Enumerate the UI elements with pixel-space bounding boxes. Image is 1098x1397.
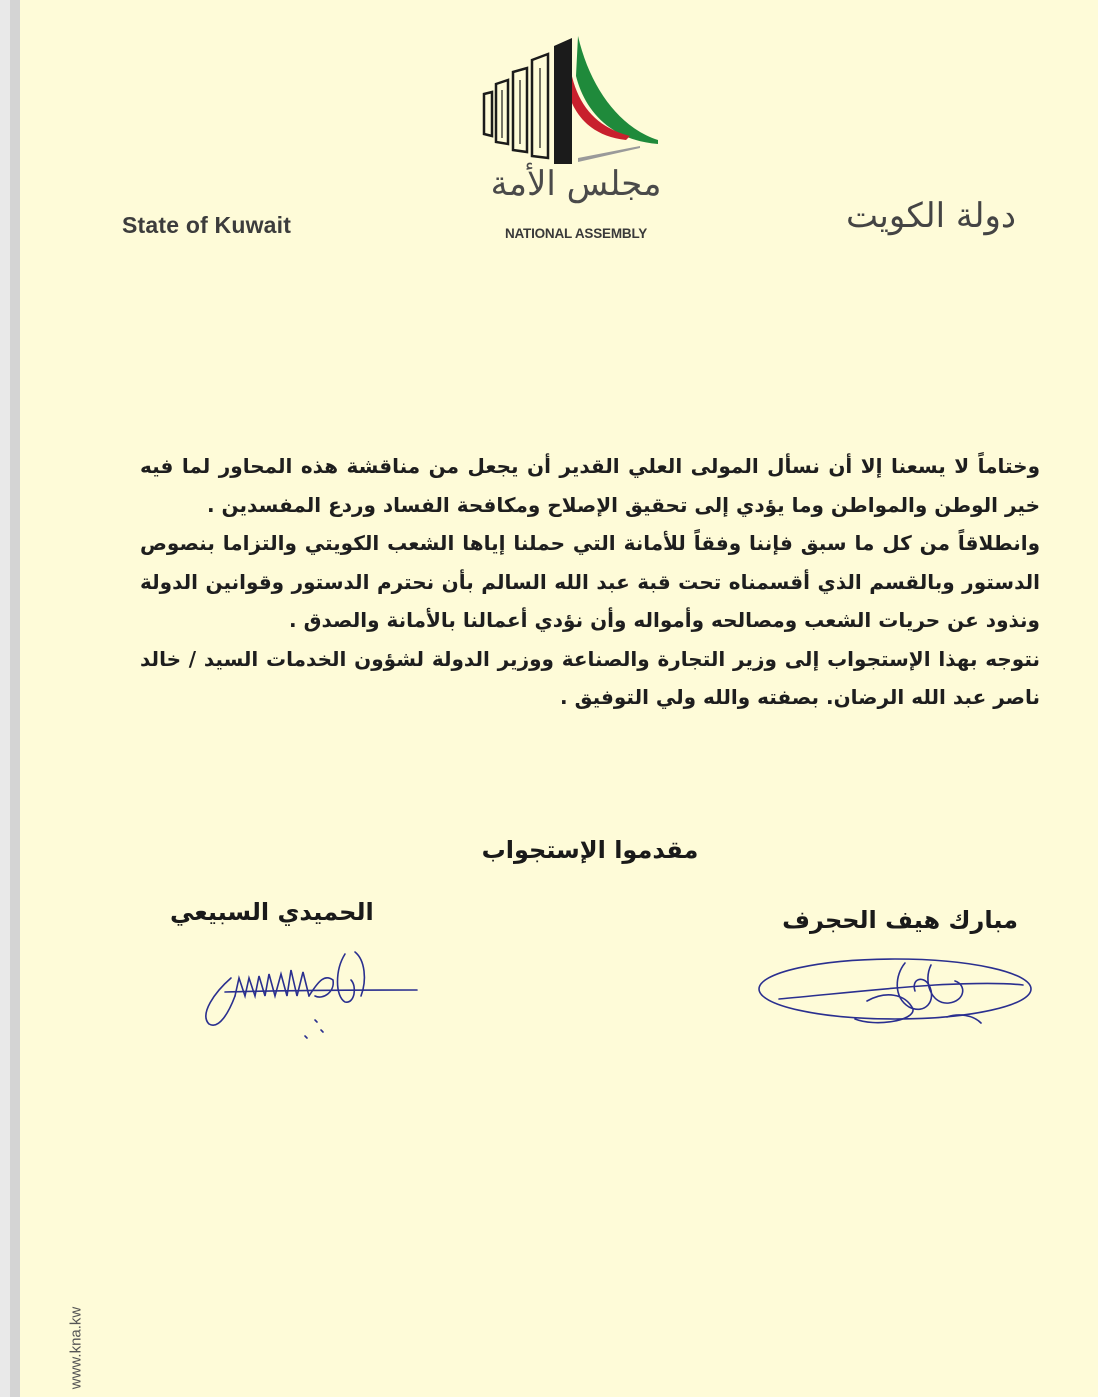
page-edge <box>10 0 20 1397</box>
presenters-title: مقدموا الإستجواب <box>481 836 699 864</box>
signature-right-icon <box>755 945 1050 1040</box>
document-page <box>10 0 1098 1397</box>
assembly-english-title: NATIONAL ASSEMBLY <box>504 226 648 241</box>
national-assembly-emblem-icon <box>480 28 680 248</box>
signature-left-icon <box>195 940 425 1050</box>
letter-body <box>140 447 1040 717</box>
paragraph-grounds: وانطلاقاً من كل ما سبق فإننا وفقاً للأمانة التي حملنا إياها الشعب الكويتي والتزاما بنصوص الدستور وبالقسم الذي أقسمناه تحت قبة عبد الله السالم بأن نحترم الدستور وقوانين الدولة ونذود عن حريات الشعب ومصالحه وأمواله وأن نؤدي أعمالنا بالأمانة والصدق . <box>140 531 1040 632</box>
paragraph-interpellation: نتوجه بهذا الإستجواب إلى وزير التجارة والصناعة ووزير الدولة لشؤون الخدمات السيد / خالد ناصر عبد الله الرضان. بصفته والله ولي التوفيق . <box>140 646 1040 709</box>
state-english-title: State of Kuwait <box>122 212 292 238</box>
website-footer <box>62 1300 92 1397</box>
paragraph-closing: وختاماً لا يسعنا إلا أن نسأل المولى العلي القدير أن يجعل من مناقشة هذه المحاور لما فيه خير الوطن والمواطن وما يؤدي إلى تحقيق الإصلاح ومكافحة الفساد وردع المفسدين . <box>140 454 1040 517</box>
state-arabic-title: دولة الكويت <box>846 196 1016 236</box>
assembly-arabic-title: مجلس الأمة <box>490 164 662 204</box>
signatory-name-left: الحميدي السبيعي <box>170 898 374 926</box>
website-url: www.kna.kw <box>67 1306 85 1390</box>
signatory-name-right: مبارك هيف الحجرف <box>782 906 1018 934</box>
